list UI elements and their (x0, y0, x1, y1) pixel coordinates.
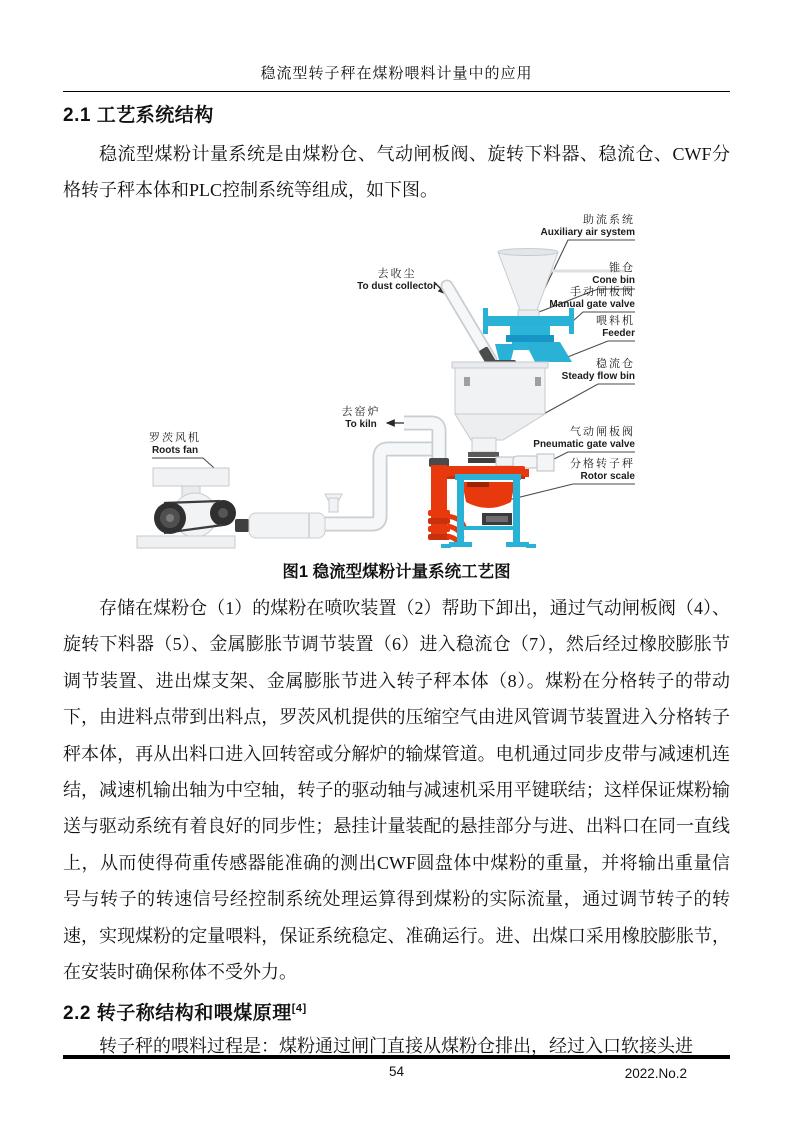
citation-marker: [4] (291, 1003, 307, 1016)
section-heading-2-2 (63, 998, 730, 1025)
label-rotor-scale: 分格转子秤 Rotor scale (570, 458, 635, 482)
label-to-dust-collector: 去收尘 To dust collector (357, 268, 437, 292)
label-feeder: 喂料机 Feeder (596, 315, 635, 339)
label-roots-fan: 罗茨风机 Roots fan (149, 432, 201, 456)
air-and-kiln-pipes (324, 423, 449, 524)
section-2-2-paragraph: 转子秤的喂料过程是：煤粉通过闸门直接从煤粉仓排出，经过入口软接头进 (99, 1036, 693, 1057)
label-steady-flow-bin: 稳流仓 Steady flow bin (561, 358, 635, 382)
label-auxiliary-air-system: 助流系统 Auxiliary air system (540, 214, 635, 238)
roots-fan-shape (137, 468, 342, 548)
body-paragraph: 存储在煤粉仓（1）的煤粉在喷吹装置（2）帮助下卸出，通过气动闸板阀（4）、旋转下料器（5）、金属膨胀节调节装置（6）进入稳流仓（7），然后经过橡胶膨胀节调节装置、进出煤支架、金属膨胀节进入转子秤本体（8）。煤粉在分格转子的带动下，由进料点带到出料点，罗茨风机提供的压缩空气由进风管调节装置进入分格转子秤本体，再从出料口进入回转窑或分解炉的输煤管道。电机通过同步皮带与减速机连结，减速机输出轴为中空轴，转子的驱动轴与减速机采用平键联结；这样保证煤粉输送与驱动系统有着良好的同步性；悬挂计量装配的悬挂部分与进、出料口在同一直线上，从而使得荷重传感器能准确的测出CWF圆盘体中煤粉的重量，并将输出重量信号与转子的转速信号经控制系统处理运算得到煤粉的实际流量，通过调节转子的转速，实现煤粉的定量喂料，保证系统稳定、准确运行。进、出煤口采用橡胶膨胀节，在安装时确保称体不受外力。 (63, 598, 730, 983)
label-pneumatic-gate-valve: 气动闸板阀 Pneumatic gate valve (533, 426, 635, 450)
figure-caption: 图1 稳流型煤粉计量系统工艺图 (282, 563, 511, 581)
running-header (63, 62, 730, 92)
bin-neck-flange (468, 452, 499, 457)
bin-neck-flange2 (468, 458, 499, 463)
intro-paragraph: 稳流型煤粉计量系统是由煤粉仓、气动闸板阀、旋转下料器、稳流仓、CWF分格转子秤本体和PLC控制系统等组成，如下图。 (63, 144, 730, 200)
page-number: 54 (388, 1064, 405, 1079)
label-cone-bin: 锥仓 Cone bin (592, 262, 635, 286)
process-diagram-figure (63, 210, 730, 555)
page-footer (63, 1055, 730, 1079)
paper-title: 稳流型转子秤在煤粉喂料计量中的应用 (260, 66, 533, 82)
section-heading-2-1: 2.1 工艺系统结构 (63, 105, 214, 126)
section-2-2-title: 2.2 转子称结构和喂煤原理 (63, 1003, 292, 1025)
label-to-kiln: 去窑炉 To kiln (341, 406, 381, 430)
label-manual-gate-valve: 手动闸板阀 Manual gate valve (549, 286, 635, 310)
dust-collector-pipe (447, 286, 499, 372)
issue-number: 2022.No.2 (624, 1066, 687, 1081)
